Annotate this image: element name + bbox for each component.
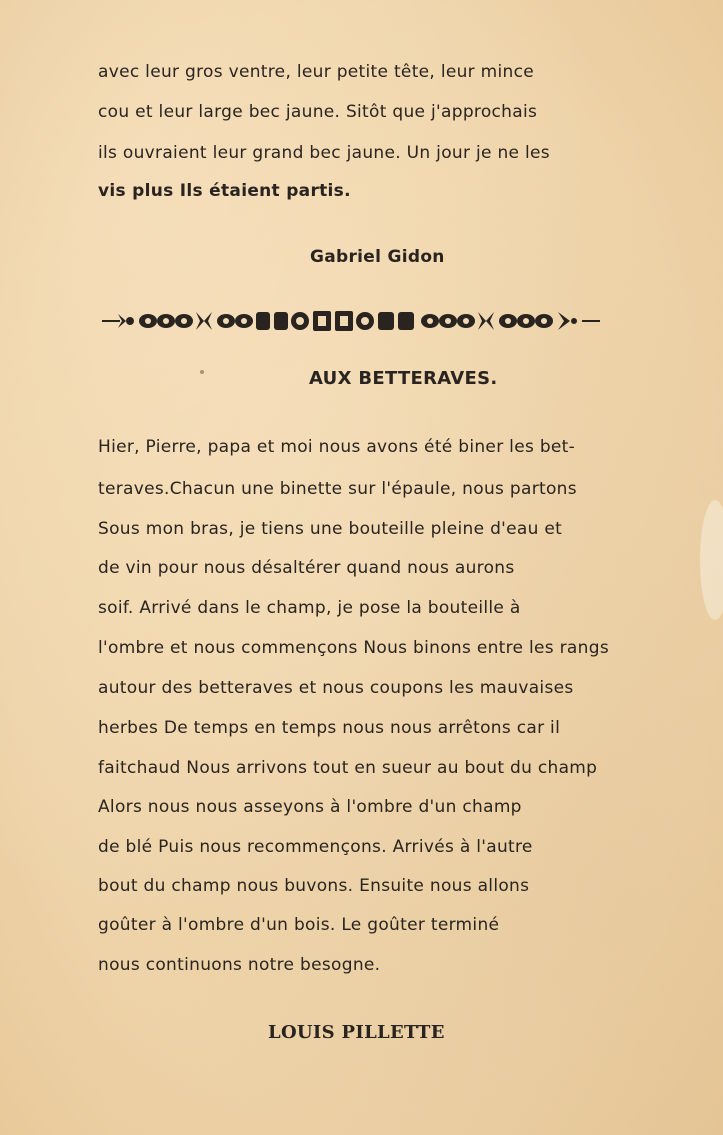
previous-text-line-4: vis plus Ils étaient partis. <box>98 181 351 201</box>
story-line-8: herbes De temps en temps nous nous arrêtons car il <box>98 718 561 738</box>
previous-text-line-2: cou et leur large bec jaune. Sitôt que j'approchais <box>98 102 538 122</box>
story-line-5: soif. Arrivé dans le champ, je pose la bouteille à <box>98 598 521 618</box>
previous-text-line-3: ils ouvraient leur grand bec jaune. Un jour je ne les <box>98 143 550 163</box>
story-title: AUX BETTERAVES. <box>309 368 498 389</box>
story-line-14: nous continuons notre besogne. <box>98 955 381 975</box>
story-line-10: Alors nous nous asseyons à l'ombre d'un champ <box>98 797 522 817</box>
story-line-2: teraves.Chacun une binette sur l'épaule, nous partons <box>98 479 577 499</box>
previous-author-signature: Gabriel Gidon <box>310 247 445 267</box>
paper-speck <box>200 370 204 374</box>
story-line-7: autour des betteraves et nous coupons les mauvaises <box>98 678 574 698</box>
story-line-6: l'ombre et nous commençons Nous binons entre les rangs <box>98 638 609 658</box>
story-line-9: faitchaud Nous arrivons tout en sueur au bout du champ <box>98 758 598 778</box>
story-line-1: Hier, Pierre, papa et moi nous avons été biner les bet- <box>98 437 576 457</box>
story-line-4: de vin pour nous désaltérer quand nous aurons <box>98 558 515 578</box>
story-line-3: Sous mon bras, je tiens une bouteille pleine d'eau et <box>98 519 563 539</box>
story-line-12: bout du champ nous buvons. Ensuite nous allons <box>98 876 530 896</box>
ornament-motif-row <box>139 311 577 331</box>
previous-text-line-1: avec leur gros ventre, leur petite tête, leur mince <box>98 62 535 82</box>
story-author-signature: LOUIS PILLETTE <box>268 1022 445 1043</box>
story-line-13: goûter à l'ombre d'un bois. Le goûter terminé <box>98 915 500 935</box>
paper-edge-stain <box>700 500 723 620</box>
story-line-11: de blé Puis nous recommençons. Arrivés à l'autre <box>98 837 533 857</box>
ornament-divider <box>100 306 602 336</box>
